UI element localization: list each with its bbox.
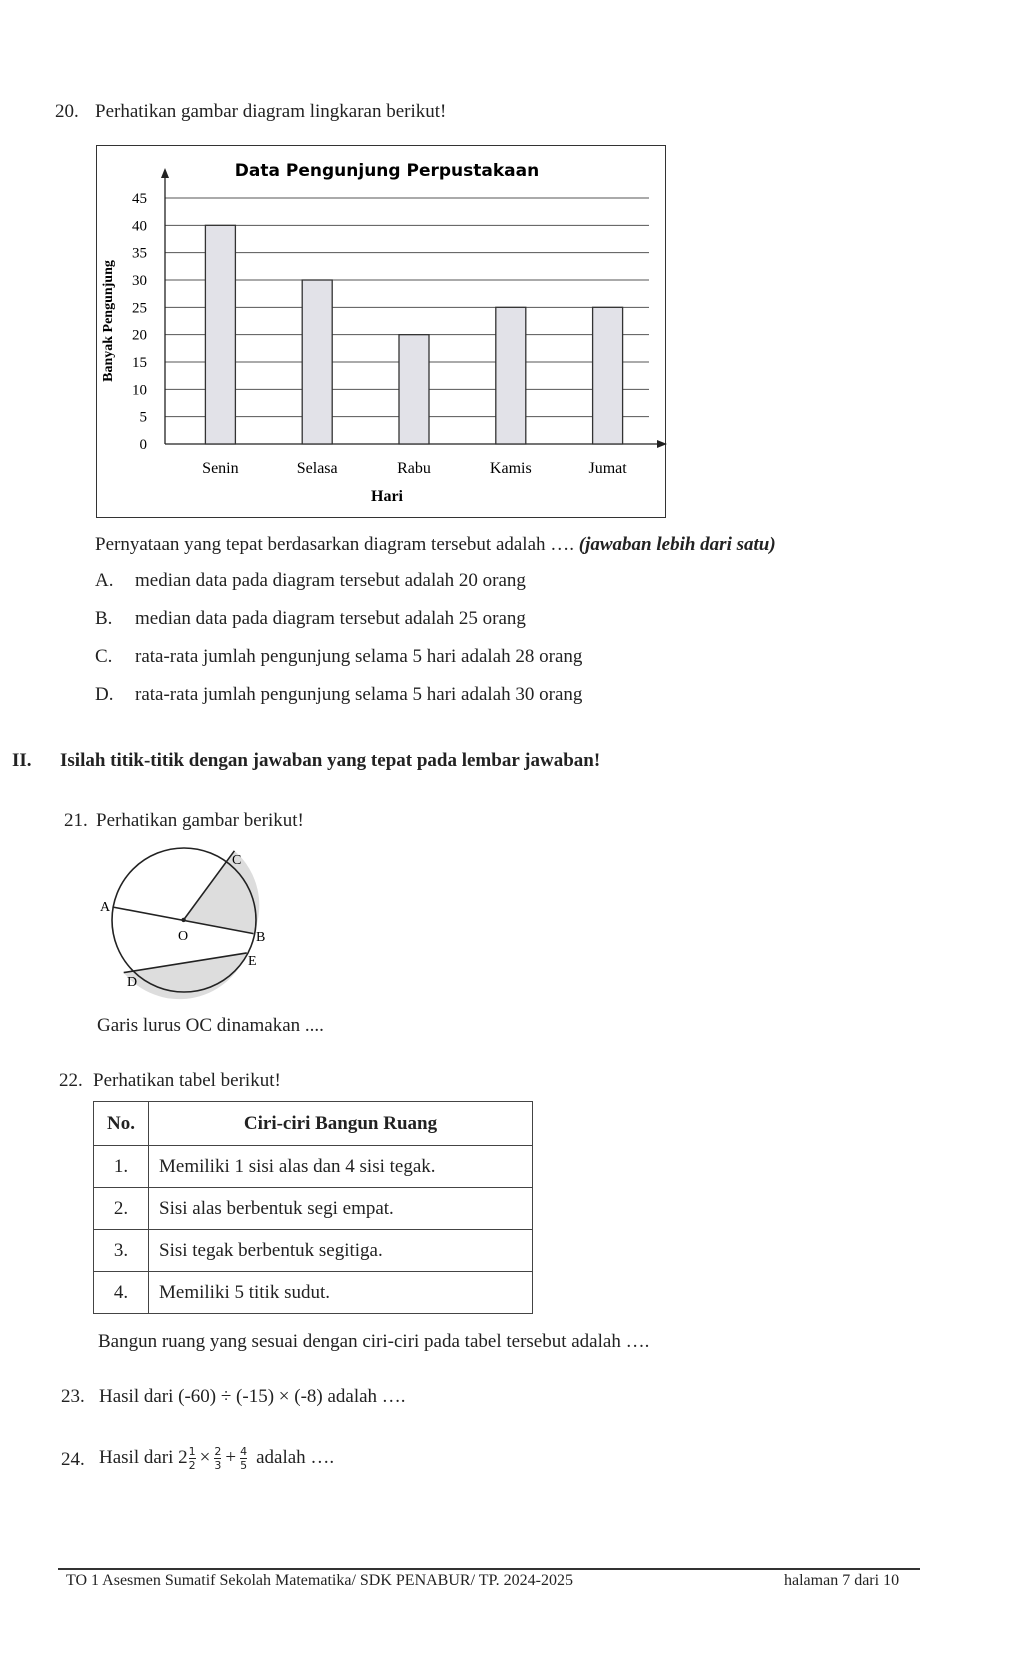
section-2-title: Isilah titik-titik dengan jawaban yang tepat pada lembar jawaban! (60, 750, 601, 771)
y-tick-label: 20 (132, 327, 147, 344)
y-tick-label: 15 (132, 355, 147, 371)
label-c: C (232, 853, 242, 868)
question-21-number: 21. (64, 810, 88, 831)
q24-fraction-2 (214, 1445, 221, 1472)
question-24-expression (99, 1440, 334, 1476)
x-tick-label: Senin (202, 460, 239, 477)
center-point (181, 918, 185, 922)
table-row (94, 1230, 533, 1272)
bar-kamis (496, 307, 526, 444)
option-label: B. (95, 608, 113, 629)
option-a (95, 570, 526, 592)
q24-operator-2: + (225, 1447, 237, 1468)
x-tick-label: Selasa (296, 460, 338, 477)
question-23-number: 23. (61, 1386, 85, 1407)
bar-jumat (593, 307, 623, 444)
table-cell-ciri: Sisi tegak berbentuk segitiga. (149, 1230, 533, 1272)
x-tick-label: Kamis (489, 460, 532, 477)
table-cell-ciri: Memiliki 5 titik sudut. (149, 1272, 533, 1314)
y-tick-label: 30 (132, 273, 147, 289)
fraction-numerator: 1 (188, 1444, 196, 1458)
question-24-number: 24. (61, 1449, 85, 1470)
y-tick-label: 10 (132, 382, 147, 399)
section-2-number: II. (12, 750, 32, 771)
label-o: O (178, 929, 189, 944)
y-tick-label: 35 (132, 245, 147, 262)
option-b (95, 608, 526, 630)
bar-selasa (302, 280, 332, 444)
y-tick-label: 45 (132, 191, 147, 207)
label-b: B (256, 930, 266, 945)
option-label: A. (95, 570, 114, 591)
table-cell-ciri: Sisi alas berbentuk segi empat. (149, 1188, 533, 1230)
table-cell-no: 4. (94, 1272, 149, 1314)
q24-fraction-3 (240, 1445, 247, 1472)
y-axis-arrow (161, 168, 169, 178)
q24-suffix: adalah …. (256, 1447, 335, 1468)
sector-shading (184, 851, 260, 934)
question-20-prompt: Perhatikan gambar diagram lingkaran berikut! (95, 101, 447, 122)
option-c (95, 646, 582, 668)
table-cell-no: 1. (94, 1146, 149, 1188)
y-tick-label: 0 (139, 437, 147, 453)
q24-operator-1: × (199, 1447, 211, 1468)
table-header-row (94, 1102, 533, 1146)
footer-divider (58, 1568, 920, 1570)
question-20-statement: Pernyataan yang tepat berdasarkan diagram tersebut adalah …. (95, 534, 575, 555)
option-text: median data pada diagram tersebut adalah 20 orang (135, 570, 526, 591)
x-axis-arrow (657, 440, 667, 448)
table-row (94, 1188, 533, 1230)
y-axis-label: Banyak Pengunjung (101, 260, 116, 382)
option-d (95, 684, 582, 706)
fraction-denominator: 2 (188, 1458, 196, 1472)
fraction-numerator: 4 (240, 1444, 248, 1458)
option-text: rata-rata jumlah pengunjung selama 5 hari adalah 30 orang (135, 684, 583, 705)
bar-rabu (399, 335, 429, 444)
question-23-text: Hasil dari (-60) ÷ (-15) × (-8) adalah …. (99, 1386, 406, 1407)
chart-title: Data Pengunjung Perpustakaan (234, 161, 540, 181)
y-tick-label: 40 (132, 218, 147, 235)
table-header-no: No. (94, 1102, 149, 1146)
ciri-table (93, 1101, 533, 1314)
circle-diagram (90, 845, 270, 1005)
label-d: D (127, 975, 138, 990)
x-tick-label: Jumat (588, 460, 627, 477)
option-label: C. (95, 646, 113, 667)
table-cell-no: 2. (94, 1188, 149, 1230)
label-a: A (100, 900, 111, 915)
bar-chart-svg (97, 146, 667, 519)
fraction-denominator: 5 (240, 1458, 248, 1472)
y-tick-label: 25 (132, 300, 147, 317)
footer-left: TO 1 Asesmen Sumatif Sekolah Matematika/ SDK PENABUR/ TP. 2024-2025 (66, 1572, 573, 1589)
fraction-numerator: 2 (214, 1444, 222, 1458)
table-cell-ciri: Memiliki 1 sisi alas dan 4 sisi tegak. (149, 1146, 533, 1188)
fraction-denominator: 3 (214, 1458, 222, 1472)
question-21-prompt: Perhatikan gambar berikut! (96, 810, 304, 831)
question-20-note: (jawaban lebih dari satu) (578, 534, 776, 555)
question-22-question: Bangun ruang yang sesuai dengan ciri-ciri pada tabel tersebut adalah …. (98, 1331, 650, 1352)
bar-senin (205, 225, 235, 444)
q24-prefix: Hasil dari 2 (99, 1447, 188, 1468)
question-20-statement-row (95, 534, 776, 556)
option-text: median data pada diagram tersebut adalah 25 orang (135, 608, 526, 629)
question-21-question: Garis lurus OC dinamakan .... (97, 1015, 324, 1036)
y-tick-label: 5 (139, 409, 147, 426)
label-e: E (248, 954, 257, 969)
question-20-number: 20. (55, 101, 79, 122)
bar-chart (96, 145, 666, 518)
x-tick-label: Rabu (397, 460, 431, 477)
option-label: D. (95, 684, 114, 705)
option-text: rata-rata jumlah pengunjung selama 5 hari adalah 28 orang (135, 646, 583, 667)
table-row (94, 1146, 533, 1188)
table-cell-no: 3. (94, 1230, 149, 1272)
q24-fraction-1 (189, 1445, 196, 1472)
table-row (94, 1272, 533, 1314)
question-22-prompt: Perhatikan tabel berikut! (93, 1070, 281, 1091)
x-axis-label: Hari (371, 488, 403, 505)
question-22-number: 22. (59, 1070, 83, 1091)
table-header-ciri: Ciri-ciri Bangun Ruang (149, 1102, 533, 1146)
footer-right: halaman 7 dari 10 (784, 1572, 900, 1589)
